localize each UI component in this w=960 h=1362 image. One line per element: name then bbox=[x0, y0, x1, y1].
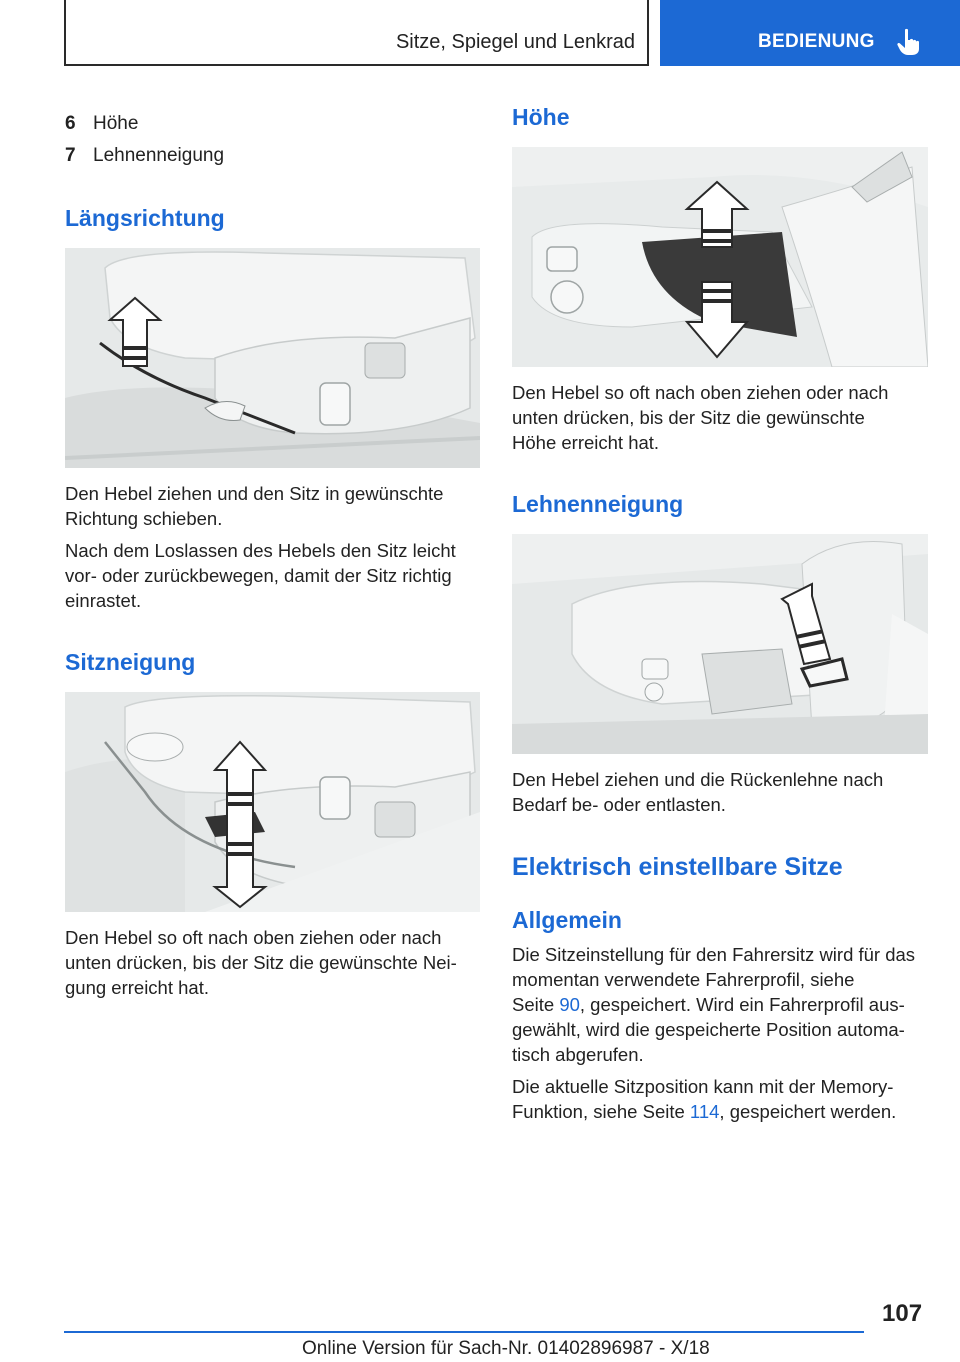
backrest-tilt-figure bbox=[512, 534, 928, 754]
text-line: gewählt, wird die gespeicherte Position automa- bbox=[512, 1019, 905, 1040]
list-item bbox=[65, 145, 224, 167]
text-line: Bedarf be- oder entlasten. bbox=[512, 794, 726, 815]
online-version-note: Online Version für Sach-Nr. 01402896987 - X/18 bbox=[302, 1338, 710, 1359]
page-number: 107 bbox=[882, 1300, 923, 1327]
paragraph bbox=[65, 925, 480, 1000]
header-chapter-box bbox=[64, 0, 649, 66]
text-line bbox=[512, 1099, 928, 1124]
text-line: momentan verwendete Fahrerprofil, siehe bbox=[512, 969, 855, 990]
text-line: Richtung schieben. bbox=[65, 508, 223, 529]
text-line: Den Hebel ziehen und die Rückenlehne nach bbox=[512, 769, 884, 790]
list-text: Lehnenneigung bbox=[93, 145, 225, 166]
text-line: Nach dem Loslassen des Hebels den Sitz leicht bbox=[65, 540, 456, 561]
footer-divider bbox=[64, 1331, 864, 1333]
text-fragment: , gespeichert werden. bbox=[719, 1101, 897, 1122]
chapter-title: Sitze, Spiegel und Lenkrad bbox=[395, 31, 635, 53]
header-section-tab[interactable] bbox=[660, 0, 960, 66]
text-line: einrastet. bbox=[65, 590, 142, 611]
list-number: 7 bbox=[65, 145, 76, 166]
heading-laengsrichtung: Längsrichtung bbox=[65, 205, 225, 231]
text-line: vor- oder zurückbewegen, damit der Sitz richtig bbox=[65, 565, 452, 586]
seat-height-figure bbox=[512, 147, 928, 367]
list-number: 6 bbox=[65, 113, 76, 134]
list-text: Höhe bbox=[93, 113, 139, 134]
paragraph bbox=[65, 538, 480, 613]
pointing-hand-icon bbox=[896, 28, 922, 56]
paragraph bbox=[65, 481, 480, 531]
text-line: tisch abgerufen. bbox=[512, 1044, 644, 1065]
seat-longitudinal-figure bbox=[65, 248, 480, 468]
paragraph bbox=[512, 1074, 928, 1124]
heading-elektrisch: Elektrisch einstellbare Sitze bbox=[512, 853, 843, 881]
text-fragment: , gespeichert. Wird ein Fahrerprofil aus- bbox=[579, 994, 905, 1015]
heading-lehnenneigung: Lehnenneigung bbox=[512, 491, 684, 517]
text-fragment: Seite bbox=[512, 994, 560, 1015]
subheading-allgemein: Allgemein bbox=[512, 907, 622, 933]
text-line: Die aktuelle Sitzposition kann mit der Memory- bbox=[512, 1076, 894, 1097]
section-label: BEDIENUNG bbox=[758, 31, 875, 52]
text-line: Den Hebel ziehen und den Sitz in gewünschte bbox=[65, 483, 444, 504]
text-line: Die Sitzeinstellung für den Fahrersitz wird für das bbox=[512, 944, 916, 965]
list-item bbox=[65, 113, 138, 135]
paragraph bbox=[512, 767, 928, 817]
text-line: Den Hebel so oft nach oben ziehen oder nach bbox=[65, 927, 442, 948]
text-line: unten drücken, bis der Sitz die gewünschte bbox=[512, 407, 865, 428]
paragraph bbox=[512, 942, 928, 1067]
paragraph bbox=[512, 380, 928, 455]
text-line: Höhe erreicht hat. bbox=[512, 432, 660, 453]
page-link-114[interactable]: 114 bbox=[689, 1101, 720, 1122]
text-line: gung erreicht hat. bbox=[65, 977, 209, 998]
text-line: Den Hebel so oft nach oben ziehen oder nach bbox=[512, 382, 889, 403]
heading-hoehe: Höhe bbox=[512, 104, 570, 130]
heading-sitzneigung: Sitzneigung bbox=[65, 649, 196, 675]
seat-tilt-figure bbox=[65, 692, 480, 912]
text-line: unten drücken, bis der Sitz die gewünschte Nei- bbox=[65, 952, 457, 973]
text-line bbox=[512, 992, 928, 1017]
page-link-90[interactable]: 90 bbox=[559, 994, 580, 1015]
text-fragment: Funktion, siehe Seite bbox=[512, 1101, 690, 1122]
